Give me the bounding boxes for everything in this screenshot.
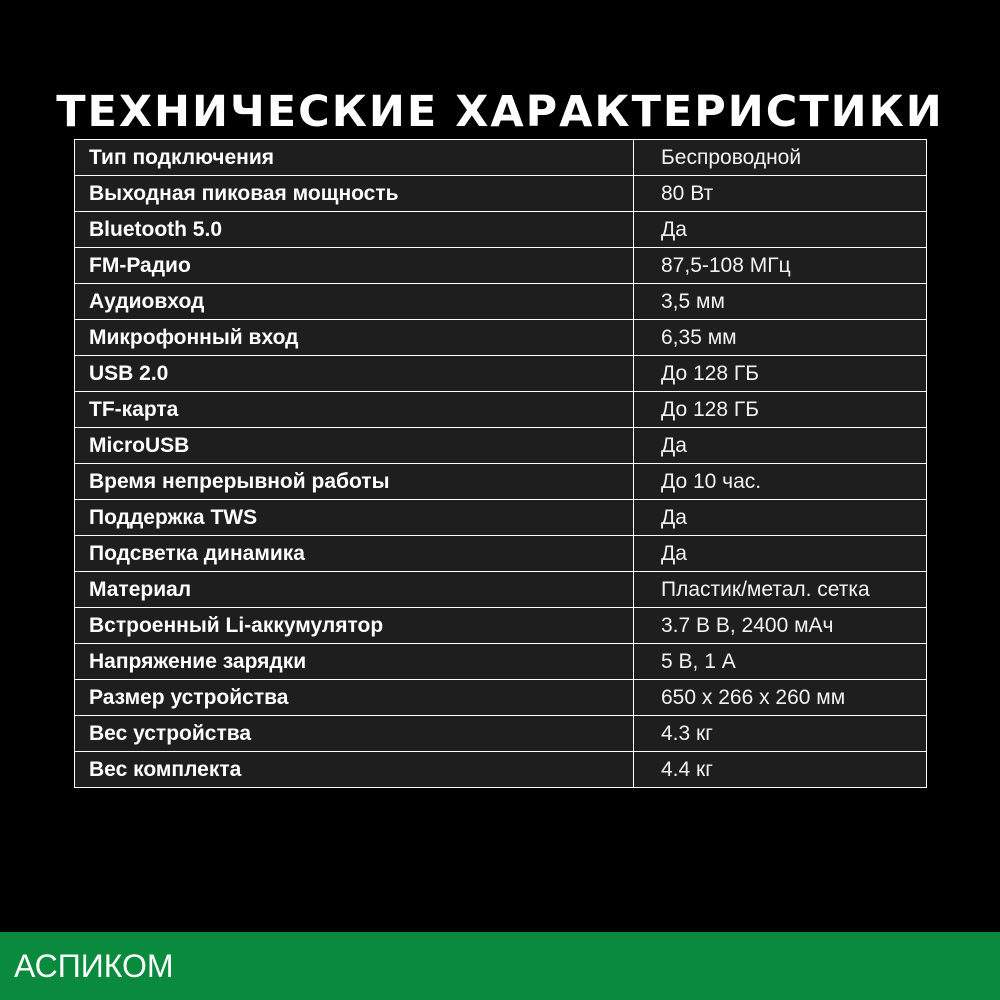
spec-param-value: 4.3 кг xyxy=(634,716,927,752)
spec-param-name: Подсветка динамика xyxy=(75,536,634,572)
spec-param-value: Пластик/метал. сетка xyxy=(634,572,927,608)
spec-param-value: 3,5 мм xyxy=(634,284,927,320)
spec-row xyxy=(75,284,927,320)
spec-row xyxy=(75,356,927,392)
spec-param-name: Встроенный Li-аккумулятор xyxy=(75,608,634,644)
spec-param-value: Да xyxy=(634,536,927,572)
spec-param-value: Да xyxy=(634,212,927,248)
spec-row xyxy=(75,608,927,644)
spec-row xyxy=(75,248,927,284)
spec-row xyxy=(75,140,927,176)
spec-param-value: До 128 ГБ xyxy=(634,392,927,428)
spec-param-value: Беспроводной xyxy=(634,140,927,176)
spec-param-name: Выходная пиковая мощность xyxy=(75,176,634,212)
spec-param-value: 4.4 кг xyxy=(634,752,927,788)
brand-logo-text: АСПИКОМ xyxy=(14,948,174,984)
page-title: ТЕХНИЧЕСКИЕ ХАРАКТЕРИСТИКИ xyxy=(56,86,944,137)
spec-row xyxy=(75,176,927,212)
spec-param-value: 5 В, 1 А xyxy=(634,644,927,680)
spec-param-name: Микрофонный вход xyxy=(75,320,634,356)
spec-param-name: Материал xyxy=(75,572,634,608)
spec-param-name: USB 2.0 xyxy=(75,356,634,392)
spec-param-name: Поддержка TWS xyxy=(75,500,634,536)
spec-param-value: 3.7 В В, 2400 мАч xyxy=(634,608,927,644)
spec-param-name: MicroUSB xyxy=(75,428,634,464)
spec-row xyxy=(75,752,927,788)
spec-param-name: Время непрерывной работы xyxy=(75,464,634,500)
spec-row xyxy=(75,572,927,608)
spec-row xyxy=(75,464,927,500)
spec-row xyxy=(75,428,927,464)
spec-row xyxy=(75,392,927,428)
spec-param-value: Да xyxy=(634,428,927,464)
spec-param-name: Вес устройства xyxy=(75,716,634,752)
spec-param-value: 650 х 266 х 260 мм xyxy=(634,680,927,716)
spec-param-name: Размер устройства xyxy=(75,680,634,716)
spec-table xyxy=(74,139,927,788)
spec-row xyxy=(75,644,927,680)
spec-param-value: 87,5-108 МГц xyxy=(634,248,927,284)
spec-param-name: TF-карта xyxy=(75,392,634,428)
spec-param-value: 6,35 мм xyxy=(634,320,927,356)
spec-param-name: Вес комплекта xyxy=(75,752,634,788)
spec-param-name: Тип подключения xyxy=(75,140,634,176)
spec-row xyxy=(75,716,927,752)
spec-row xyxy=(75,320,927,356)
spec-param-value: До 10 час. xyxy=(634,464,927,500)
footer-bar xyxy=(0,932,1000,1000)
spec-param-name: Bluetooth 5.0 xyxy=(75,212,634,248)
spec-param-name: FM-Радио xyxy=(75,248,634,284)
spec-param-value: 80 Вт xyxy=(634,176,927,212)
spec-row xyxy=(75,680,927,716)
spec-row xyxy=(75,212,927,248)
spec-table-body xyxy=(75,140,927,788)
spec-param-name: Напряжение зарядки xyxy=(75,644,634,680)
spec-param-value: Да xyxy=(634,500,927,536)
spec-row xyxy=(75,500,927,536)
spec-param-value: До 128 ГБ xyxy=(634,356,927,392)
spec-row xyxy=(75,536,927,572)
spec-param-name: Аудиовход xyxy=(75,284,634,320)
